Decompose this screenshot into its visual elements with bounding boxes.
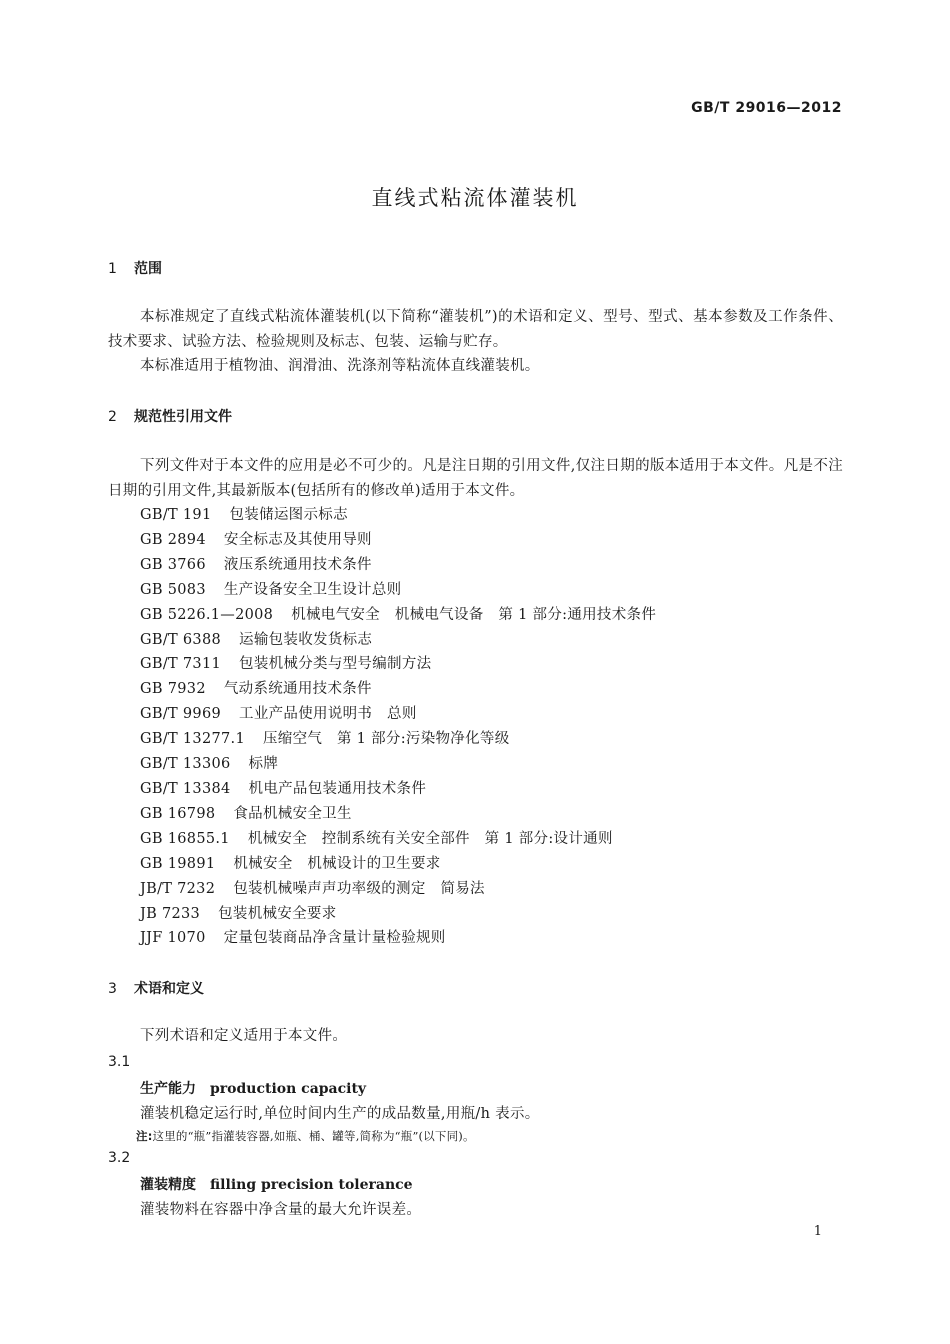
reference-item [140,852,656,877]
term-chinese: 灌装精度 [140,1177,196,1193]
reference-code: GB 19891 [140,855,216,872]
reference-code: GB/T 13306 [140,756,231,773]
section-title: 规范性引用文件 [134,409,232,425]
reference-item [140,877,656,902]
clause-number: 3.1 [108,1054,131,1070]
term-chinese: 生产能力 [140,1081,196,1097]
reference-code: GB/T 191 [140,507,212,523]
note-label: 注: [136,1129,153,1143]
reference-code: JB/T 7232 [140,880,216,897]
clause-number: 3.2 [108,1150,131,1166]
reference-title: 包装储运图示标志 [229,507,348,523]
section-3-heading [108,978,204,998]
reference-item [140,628,656,653]
reference-code: GB/T 13384 [140,780,231,797]
reference-code: GB 3766 [140,556,206,573]
section-number: 2 [108,409,117,425]
reference-item [140,702,656,727]
reference-item [140,802,656,827]
reference-item [140,528,656,553]
reference-code: JB 7233 [140,905,201,922]
reference-title: 液压系统通用技术条件 [223,556,372,573]
reference-item [140,752,656,777]
reference-title: 压缩空气 第 1 部分:污染物净化等级 [262,731,510,748]
reference-code: GB 2894 [140,531,206,548]
reference-code: GB/T 7311 [140,656,222,673]
reference-item [140,902,656,927]
reference-item [140,777,656,802]
reference-title: 安全标志及其使用导则 [223,531,372,548]
reference-code: GB/T 6388 [140,631,222,648]
reference-item [140,553,656,578]
reference-item [140,652,656,677]
page-number: 1 [813,1224,822,1239]
reference-title: 机电产品包装通用技术条件 [248,780,427,797]
reference-code: GB 16855.1 [140,830,230,847]
reference-title: 定量包装商品净含量计量检验规则 [223,930,446,947]
scope-paragraph-1: 本标准规定了直线式粘流体灌装机(以下简称“灌装机”)的术语和定义、型号、型式、基本参数及工作条件、技术要求、试验方法、检验规则及标志、包装、运输与贮存。 [108,309,843,350]
reference-title: 工业产品使用说明书 总则 [239,706,417,723]
normative-references-list [140,503,656,951]
reference-title: 包装机械安全要求 [218,905,337,922]
reference-item [140,926,656,951]
note-text: 这里的“瓶”指灌装容器,如瓶、桶、罐等,简称为“瓶”(以下同)。 [152,1129,475,1143]
term-english: production capacity [210,1081,367,1097]
section-2-heading [108,406,232,426]
reference-title: 运输包装收发货标志 [239,631,373,648]
term-definition: 灌装机稳定运行时,单位时间内生产的成品数量,用瓶/h 表示。 [140,1106,540,1122]
reference-title: 包装机械分类与型号编制方法 [239,656,432,673]
reference-code: GB 16798 [140,805,216,822]
reference-title: 标牌 [248,756,279,773]
section-number: 3 [108,981,117,997]
reference-code: GB 5226.1—2008 [140,606,274,623]
reference-title: 机械安全 控制系统有关安全部件 第 1 部分:设计通则 [247,830,613,847]
reference-item [140,677,656,702]
reference-item [140,827,656,852]
document-title: 直线式粘流体灌装机 [371,186,579,210]
reference-item [140,503,656,528]
section-title: 术语和定义 [134,981,204,997]
reference-title: 机械电气安全 机械电气设备 第 1 部分:通用技术条件 [291,606,657,623]
section-number: 1 [108,261,117,277]
scope-paragraph-2: 本标准适用于植物油、润滑油、洗涤剂等粘流体直线灌装机。 [140,358,540,374]
reference-code: GB 7932 [140,681,206,698]
reference-item [140,578,656,603]
reference-code: JJF 1070 [140,930,206,947]
term-english: filling precision tolerance [210,1177,413,1193]
reference-item [140,727,656,752]
reference-title: 包装机械噪声声功率级的测定 简易法 [233,880,485,897]
reference-code: GB/T 13277.1 [140,731,245,748]
reference-title: 食品机械安全卫生 [233,805,352,822]
reference-code: GB/T 9969 [140,706,222,723]
standard-code: GB/T 29016—2012 [691,100,842,116]
reference-title: 生产设备安全卫生设计总则 [223,581,402,598]
section-1-heading [108,258,162,278]
reference-title: 气动系统通用技术条件 [223,681,372,698]
terms-intro-paragraph: 下列术语和定义适用于本文件。 [140,1028,348,1044]
term-entry [140,1078,366,1098]
reference-item [140,603,656,628]
reference-code: GB 5083 [140,581,206,598]
term-entry [140,1174,413,1194]
section-title: 范围 [134,261,162,277]
references-intro-paragraph: 下列文件对于本文件的应用是必不可少的。凡是注日期的引用文件,仅注日期的版本适用于本文件。凡是不注日期的引用文件,其最新版本(包括所有的修改单)适用于本文件。 [108,458,843,499]
term-note [136,1128,475,1144]
term-definition: 灌装物料在容器中净含量的最大允许误差。 [140,1202,422,1218]
reference-title: 机械安全 机械设计的卫生要求 [233,855,441,872]
